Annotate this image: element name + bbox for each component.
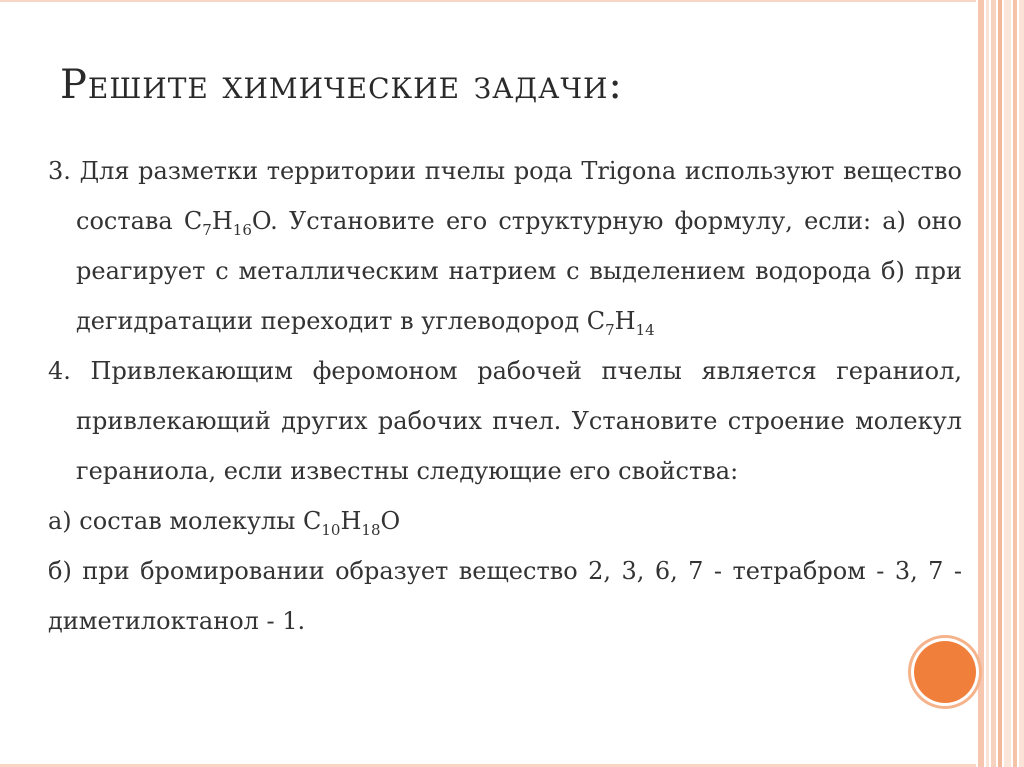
- property-a-text: O: [380, 507, 401, 535]
- property-a: [48, 496, 962, 546]
- subscript: 10: [321, 521, 341, 539]
- subscript: 16: [232, 221, 252, 239]
- property-a-text: а) состав молекулы C: [48, 507, 322, 535]
- decor-stripe: [1019, 0, 1024, 767]
- property-a-text: H: [340, 507, 362, 535]
- decor-stripe: [978, 0, 984, 767]
- property-b: б) при бромировании образует вещество 2, 3, 6, 7 - тетрабром - 3, 7 - диметилоктанол - 1.: [48, 557, 962, 635]
- decor-stripe: [991, 0, 996, 767]
- subscript: 7: [605, 321, 615, 339]
- slide-body: [48, 146, 962, 646]
- task-3-text: 3. Для разметки территории пчелы рода Trigona используют вещество состава C: [48, 157, 962, 235]
- task-3-text: O. Установите его структурную формулу, если: а) оно реагирует с металлическим натрием с выделением водорода б) при дегидратации переходит в углеводород C: [76, 207, 963, 335]
- subscript: 7: [202, 221, 212, 239]
- decor-stripe: [1004, 0, 1011, 767]
- slide-title: Решите химические задачи:: [60, 62, 623, 108]
- task-4: 4. Привлекающим феромоном рабочей пчелы является гераниол, привлекающий других рабочих пчел. Установите строение молекул гераниола, если известны следующие его свойства:: [48, 357, 962, 485]
- subscript: 18: [361, 521, 381, 539]
- subscript: 14: [635, 321, 655, 339]
- decor-stripe: [986, 0, 989, 767]
- task-3-text: H: [211, 207, 233, 235]
- decor-stripe: [998, 0, 1002, 767]
- task-3-text: H: [614, 307, 636, 335]
- decor-circle: [914, 641, 976, 703]
- top-border: [0, 0, 976, 2]
- task-3: [48, 146, 962, 346]
- decor-stripe: [1013, 0, 1017, 767]
